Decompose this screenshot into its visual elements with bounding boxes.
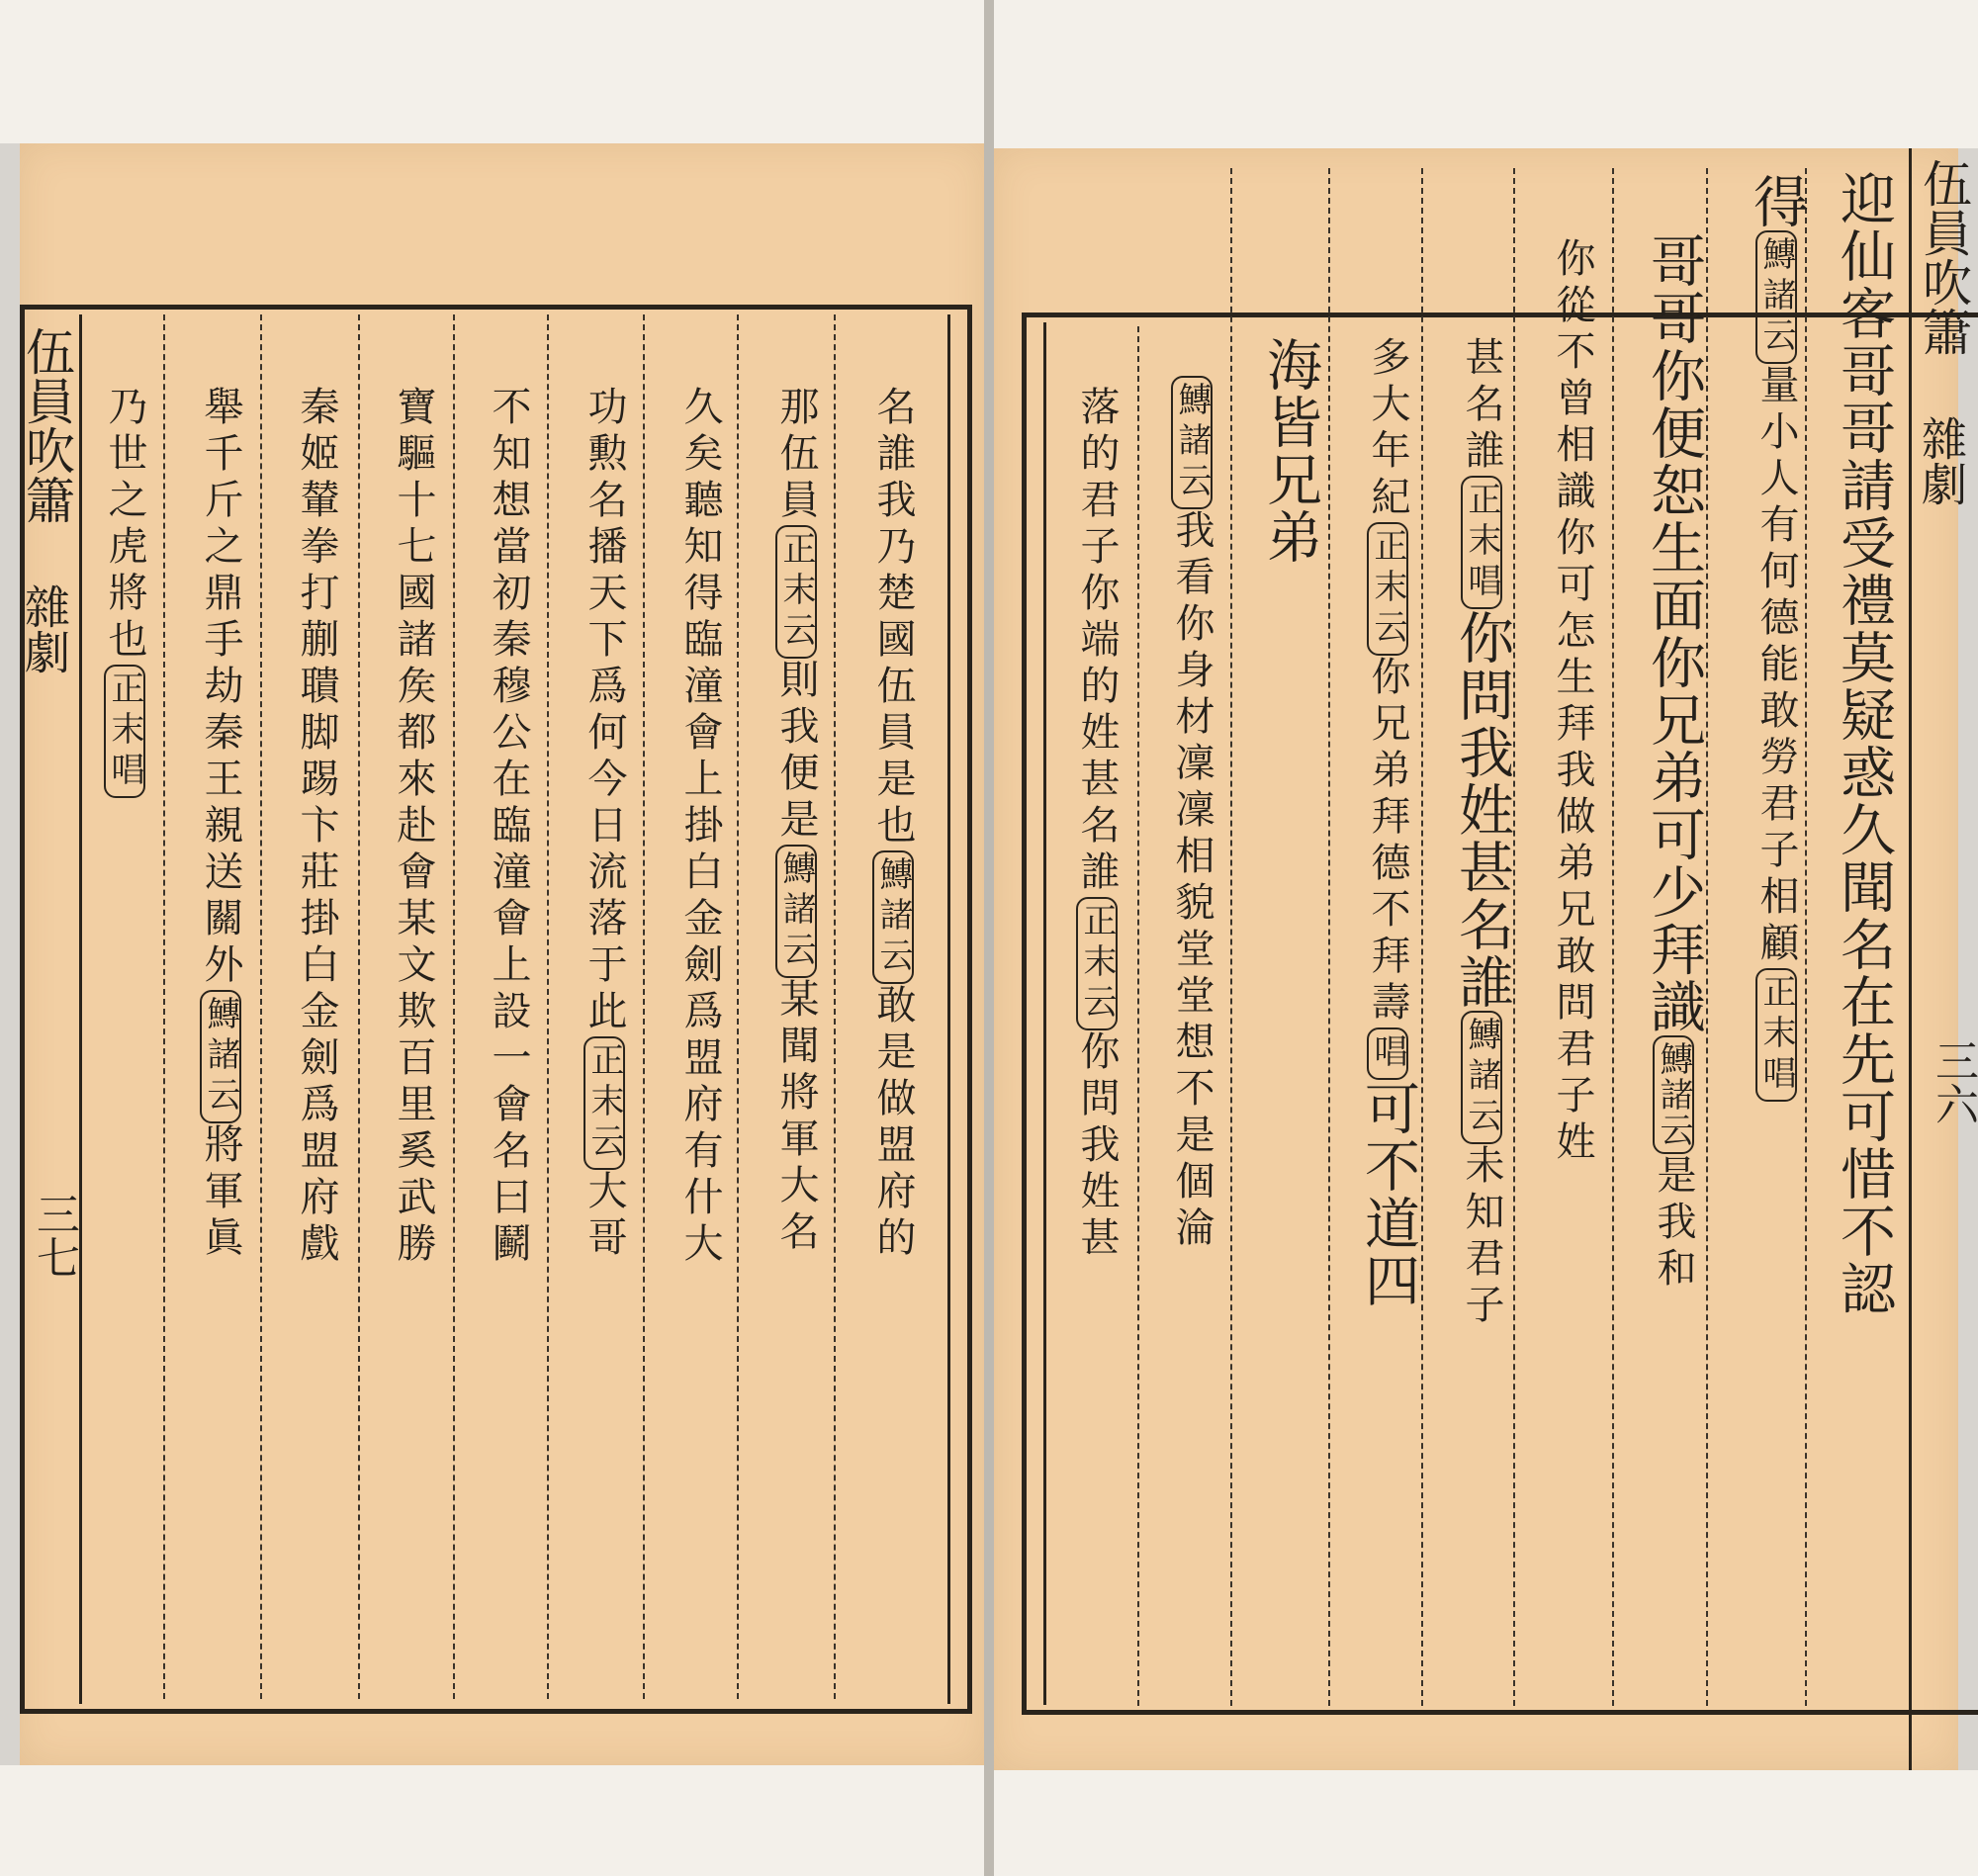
right-page-inner-rule	[1043, 322, 1046, 1705]
left-folio: 三七	[29, 1192, 79, 1279]
column-text: 你問我姓甚	[1074, 1030, 1120, 1263]
speaker-note: 鱄諸云	[872, 850, 914, 984]
speaker-note: 鱄諸云	[200, 990, 241, 1123]
speaker-note: 正末云	[775, 525, 817, 659]
right-column-6	[1356, 336, 1420, 1309]
speaker-note: 正末云	[1076, 897, 1118, 1030]
right-col-rule	[1328, 168, 1330, 1706]
speaker-note: 鱄諸云	[1171, 376, 1213, 509]
column-text: 大哥	[582, 1170, 627, 1263]
column-text: 將軍眞	[198, 1123, 243, 1263]
speaker-note: 鱄諸云	[1653, 1035, 1694, 1154]
column-text: 敢是做盟府的	[870, 984, 916, 1263]
speaker-note: 正末云	[1367, 522, 1408, 656]
column-text: 你兄弟拜德不拜壽	[1365, 656, 1410, 1027]
column-text: 名誰我乃楚國伍員是也	[870, 386, 916, 850]
column-text: 不知想當初秦穆公在臨潼會上設一會名曰鬬	[486, 386, 531, 1269]
speaker-note: 唱	[1367, 1027, 1408, 1080]
left-col-rule	[358, 314, 360, 1699]
column-text: 海皆兄弟	[1258, 336, 1322, 566]
right-column-7	[1258, 336, 1322, 566]
speaker-note: 正末云	[584, 1036, 625, 1170]
column-text: 得	[1745, 173, 1809, 230]
column-text: 寶驅十七國諸矦都來赴會某文欺百里奚武勝	[391, 386, 436, 1269]
right-col-rule	[1706, 168, 1708, 1706]
left-margin-rule	[79, 314, 82, 1704]
column-text: 乃世之虎將也	[102, 386, 147, 665]
left-margin-section: 雜劇	[18, 583, 71, 674]
right-column-4	[1550, 237, 1595, 1167]
left-margin-title: 伍員吹簫	[18, 326, 75, 524]
right-margin-section: 雜劇	[1915, 415, 1968, 506]
speaker-note: 正末唱	[1461, 476, 1502, 609]
column-text: 那伍員	[773, 386, 819, 525]
left-page-bottom-edge	[0, 1765, 984, 1876]
right-margin-rule	[1909, 148, 1912, 1770]
speaker-note: 鱄諸云	[775, 845, 817, 978]
left-column-9	[104, 386, 145, 798]
column-text: 未知君子	[1459, 1144, 1504, 1330]
left-column-4	[584, 386, 625, 1263]
right-col-rule	[1230, 168, 1232, 1706]
right-col-rule	[1612, 168, 1614, 1706]
column-text: 哥哥你便恕生面你兄弟可少拜識	[1642, 232, 1706, 1035]
left-col-rule	[260, 314, 262, 1699]
left-page-top-edge	[0, 0, 984, 143]
left-column-8	[200, 386, 241, 1263]
column-text: 舉千斤之鼎手劫秦王親送關外	[198, 386, 243, 990]
column-text: 甚名誰	[1459, 336, 1504, 476]
speaker-note: 正末唱	[1755, 968, 1797, 1102]
right-column-5	[1450, 336, 1514, 1330]
column-text: 迎仙客哥哥請受禮莫疑惑久聞名在先可惜不認	[1832, 170, 1896, 1317]
left-col-rule	[453, 314, 455, 1699]
speaker-note: 鱄諸云	[1755, 230, 1797, 364]
right-column-8	[1171, 376, 1213, 1253]
column-text: 多大年紀	[1365, 336, 1410, 522]
left-column-5	[486, 386, 531, 1269]
left-page-inner-rule	[947, 314, 950, 1704]
column-text: 秦姬輦拳打蒯聵脚踢卞莊掛白金劍爲盟府戲	[294, 386, 339, 1269]
right-column-1	[1832, 170, 1896, 1317]
column-text: 則我便是	[773, 659, 819, 845]
column-text: 你問我姓甚名誰	[1450, 609, 1514, 1011]
left-column-6	[391, 386, 436, 1269]
column-text: 落的君子你端的姓甚名誰	[1074, 386, 1120, 897]
left-col-rule	[737, 314, 739, 1699]
right-col-rule	[1137, 326, 1139, 1706]
left-column-7	[294, 386, 339, 1269]
column-text: 久矣聽知得臨潼會上掛白金劍爲盟府有什大	[677, 386, 723, 1269]
speaker-note: 鱄諸云	[1461, 1011, 1502, 1144]
right-column-2	[1745, 173, 1809, 1102]
right-col-rule	[1421, 168, 1423, 1706]
left-col-rule	[547, 314, 549, 1699]
column-text: 量小人有何德能敢勞君子相顧	[1753, 364, 1799, 968]
left-column-1	[872, 386, 914, 1263]
right-column-9	[1076, 386, 1118, 1263]
book-gutter	[984, 0, 994, 1876]
column-text: 某聞將軍大名	[773, 978, 819, 1257]
left-col-rule	[643, 314, 645, 1699]
left-column-3	[677, 386, 723, 1269]
left-column-2	[775, 386, 817, 1257]
left-col-rule	[163, 314, 165, 1699]
right-column-3	[1642, 232, 1706, 1294]
right-col-rule	[1805, 168, 1807, 1706]
speaker-note: 正末唱	[104, 665, 145, 798]
right-folio: 三六	[1928, 1038, 1978, 1125]
right-page-bottom-edge	[994, 1770, 1978, 1876]
column-text: 可不道四	[1356, 1080, 1420, 1309]
right-page-top-edge	[994, 0, 1978, 148]
column-text: 你從不曾相識你可怎生拜我做弟兄敢問君子姓	[1550, 237, 1595, 1167]
column-text: 功勲名播天下爲何今日流落于此	[582, 386, 627, 1036]
column-text: 是我和	[1651, 1154, 1696, 1294]
right-margin-title: 伍員吹簫	[1915, 158, 1972, 356]
column-text: 我看你身材凜凜相貌堂堂想不是個淪	[1169, 509, 1214, 1253]
left-col-rule	[834, 314, 836, 1699]
